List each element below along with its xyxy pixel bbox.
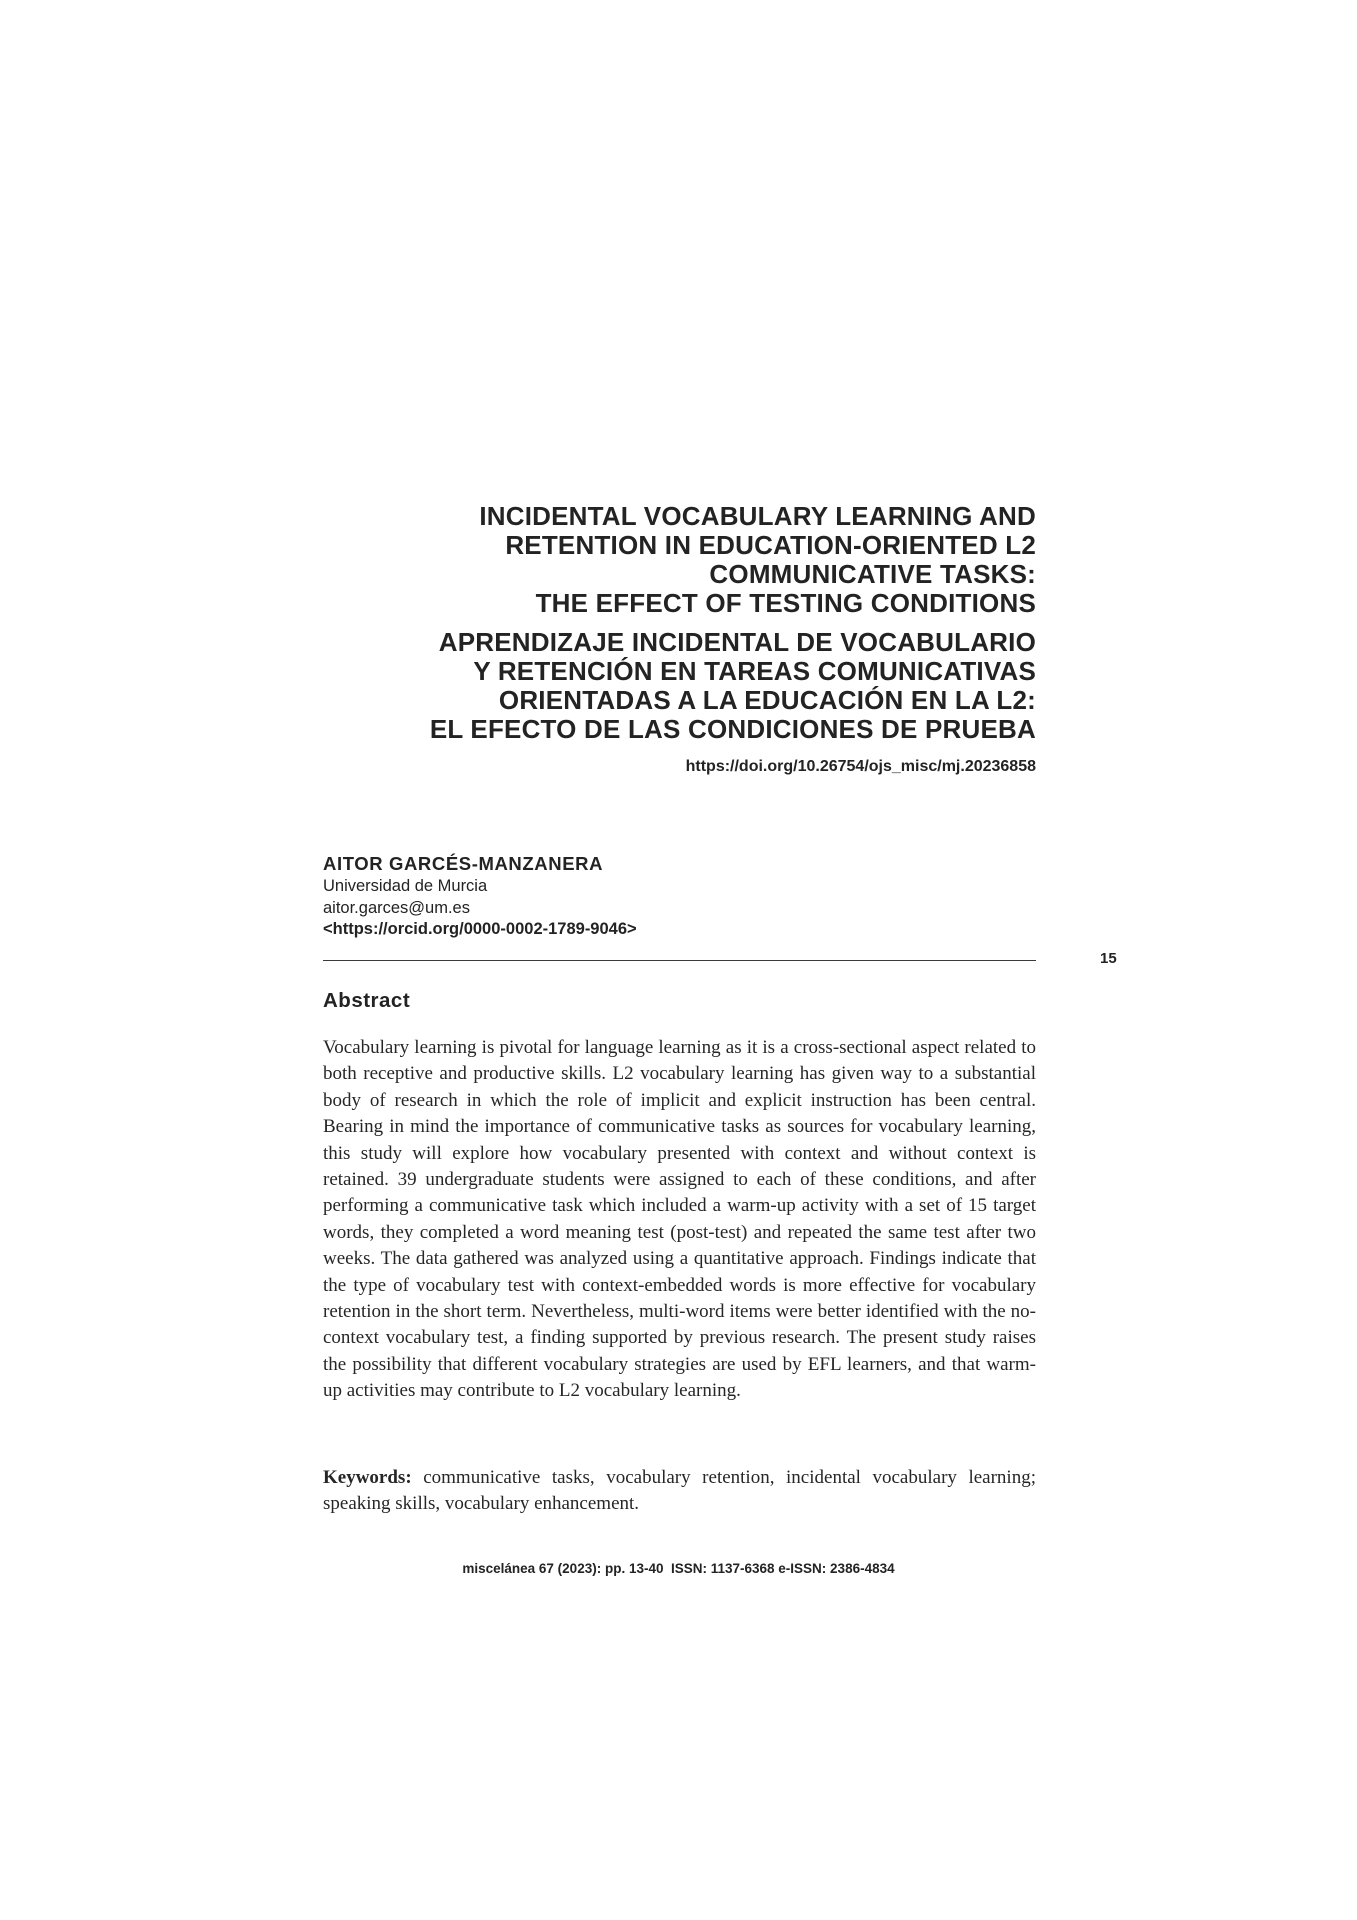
keywords-label: Keywords:	[323, 1467, 412, 1488]
divider-rule	[323, 960, 1036, 961]
doi-link[interactable]: https://doi.org/10.26754/ojs_misc/mj.20236858	[685, 758, 1036, 775]
keywords-text: communicative tasks, vocabulary retention, incidental vocabulary learning; speaking skills, vocabulary enhancement.	[323, 1467, 1036, 1515]
author-affiliation: Universidad de Murcia	[323, 877, 488, 895]
author-email[interactable]: aitor.garces@um.es	[323, 898, 470, 917]
title-en-line: COMMUNICATIVE TASKS:	[709, 559, 1036, 589]
title-es-line: EL EFECTO DE LAS CONDICIONES DE PRUEBA	[429, 714, 1036, 744]
title-en-line: RETENTION IN EDUCATION-ORIENTED L2	[505, 530, 1036, 560]
abstract-heading: Abstract	[323, 989, 411, 1012]
author-orcid-link[interactable]: <https://orcid.org/0000-0002-1789-9046>	[323, 920, 637, 938]
abstract-body: Vocabulary learning is pivotal for language learning as it is a cross-sectional aspect related to both receptive and productive skills. L2 vocabulary learning has given way to a substantial body of research in which the role of implicit and explicit instruction has been central. Bearing in mind the importance of communicative tasks as sources for vocabulary learning, this study will explore how vocabulary presented with context and without context is retained. 39 undergraduate students were assigned to each of these conditions, and after performing a communicative task which included a warm-up activity with a set of 15 target words, they completed a word meaning test (post-test) and repeated the same test after two weeks. The data gathered was analyzed using a quantitative approach. Findings indicate that the type of vocabulary test with context-embedded words is more effective for vocabulary retention in the short term. Nevertheless, multi-word items were better identified with the no-context vocabulary test, a finding supported by previous research. The present study raises the possibility that different vocabulary strategies are used by EFL learners, and that warm-up activities may contribute to L2 vocabulary learning.	[323, 1037, 1036, 1402]
title-spanish	[340, 628, 1036, 744]
title-es-line: APRENDIZAJE INCIDENTAL DE VOCABULARIO	[438, 627, 1036, 657]
journal-footer: miscelánea 67 (2023): pp. 13-40 ISSN: 1137-6368 e-ISSN: 2386-4834	[462, 1561, 895, 1576]
author-name: AITOR GARCÉS-MANZANERA	[323, 853, 604, 874]
page-number: 15	[1100, 950, 1117, 967]
title-english	[340, 502, 1036, 618]
title-es-line: Y RETENCIÓN EN TAREAS COMUNICATIVAS	[473, 656, 1036, 686]
keywords	[323, 1465, 1036, 1518]
author-block	[323, 852, 843, 941]
article-title	[340, 502, 1036, 744]
title-es-line: ORIENTADAS A LA EDUCACIÓN EN LA L2:	[498, 685, 1036, 715]
title-en-line: INCIDENTAL VOCABULARY LEARNING AND	[479, 501, 1036, 531]
title-en-line: THE EFFECT OF TESTING CONDITIONS	[535, 588, 1036, 618]
